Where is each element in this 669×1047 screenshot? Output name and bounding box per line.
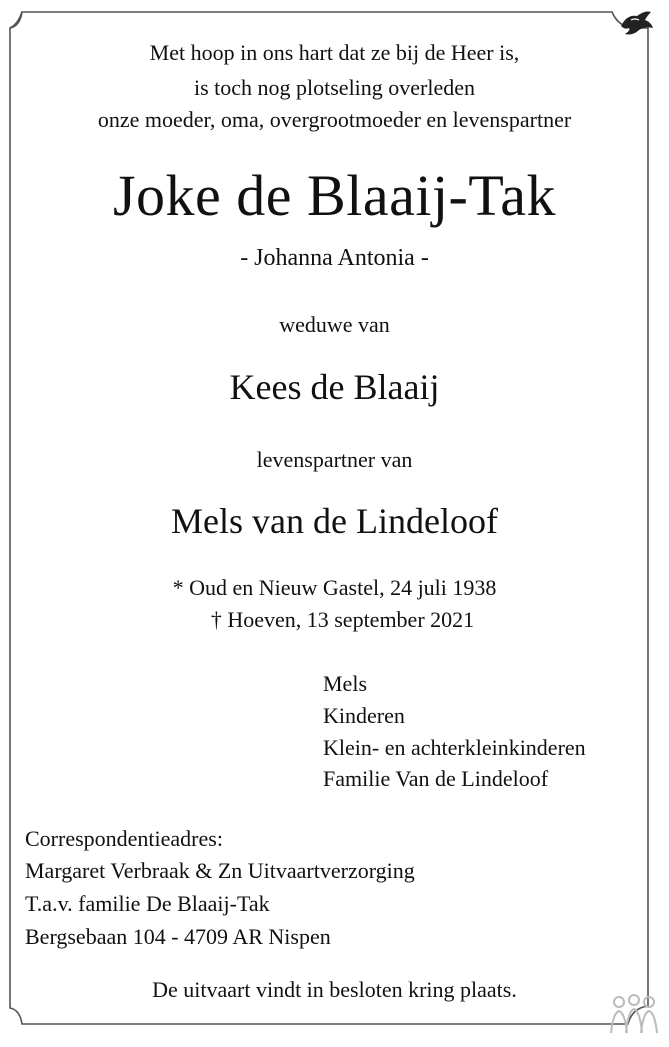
people-logo-icon xyxy=(607,993,661,1037)
intro-line-3: onze moeder, oma, overgrootmoeder en levenspartner xyxy=(97,107,572,132)
dove-icon xyxy=(617,6,657,40)
family-kinderen: Kinderen xyxy=(323,703,405,728)
partner-of-label: levenspartner van xyxy=(256,447,413,472)
intro-line-2: is toch nog plotseling overleden xyxy=(193,75,476,100)
death-line: † Hoeven, 13 september 2021 xyxy=(210,607,475,632)
correspondence-heading: Correspondentieadres: xyxy=(25,826,223,851)
family-lindeloof: Familie Van de Lindeloof xyxy=(323,766,549,791)
spouse-name: Kees de Blaaij xyxy=(229,367,440,407)
family-kleinkinderen: Klein- en achterkleinkinderen xyxy=(323,735,586,760)
widow-of-label: weduwe van xyxy=(279,312,390,337)
birth-line: * Oud en Nieuw Gastel, 24 juli 1938 xyxy=(172,575,497,600)
funeral-note: De uitvaart vindt in besloten kring plaats. xyxy=(152,977,517,1002)
partner-name: Mels van de Lindeloof xyxy=(171,501,498,541)
correspondence-line-3: Bergsebaan 104 - 4709 AR Nispen xyxy=(25,924,331,949)
intro-line-1: Met hoop in ons hart dat ze bij de Heer is, xyxy=(149,40,520,65)
deceased-name: Joke de Blaaij-Tak xyxy=(112,163,556,228)
family-mels: Mels xyxy=(323,671,367,696)
given-names: - Johanna Antonia - xyxy=(240,245,429,271)
correspondence-line-2: T.a.v. familie De Blaaij-Tak xyxy=(25,891,270,916)
correspondence-line-1: Margaret Verbraak & Zn Uitvaartverzorging xyxy=(25,858,415,883)
